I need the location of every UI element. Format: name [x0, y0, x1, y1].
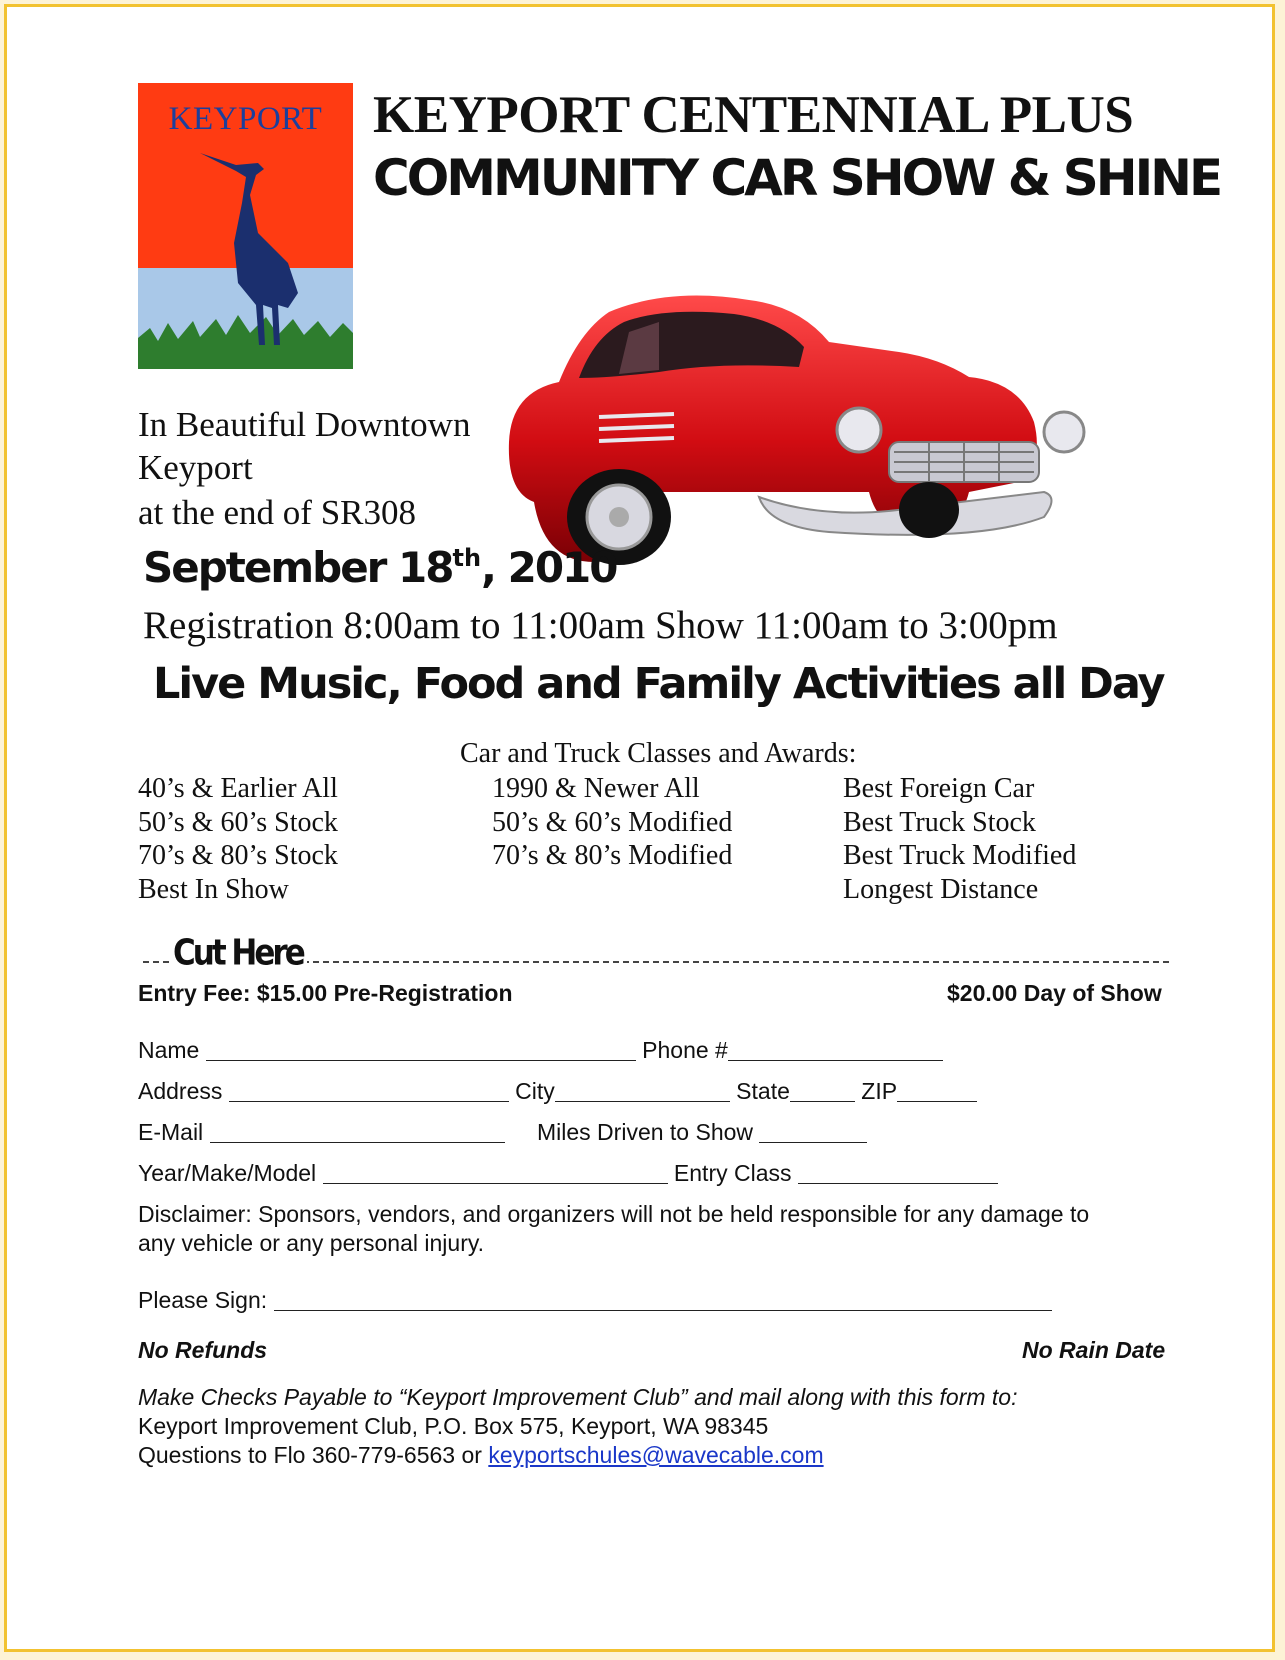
disclaimer-line-2: any vehicle or any personal injury. — [138, 1230, 485, 1256]
zip-field[interactable] — [897, 1081, 977, 1102]
no-rain-date: No Rain Date — [1022, 1337, 1166, 1363]
state-field[interactable] — [790, 1081, 855, 1102]
location-line-2: Keyport — [138, 448, 253, 487]
date-month-day: September 18 — [143, 543, 453, 592]
address-label: Address — [138, 1078, 223, 1104]
class-item: Best Truck Stock — [843, 806, 1036, 838]
year-make-model-field[interactable] — [323, 1163, 668, 1184]
entry-fee-preregistration: Entry Fee: $15.00 Pre-Registration — [138, 980, 513, 1006]
name-field[interactable] — [206, 1040, 636, 1061]
classes-column-2 — [492, 772, 732, 873]
name-label: Name — [138, 1037, 200, 1063]
city-label: City — [515, 1078, 555, 1104]
class-item: 50’s & 60’s Modified — [492, 806, 733, 838]
class-item: 1990 & Newer All — [492, 773, 700, 804]
email-field[interactable] — [210, 1122, 505, 1143]
phone-label: Phone # — [642, 1037, 728, 1063]
email-row — [138, 1119, 505, 1146]
class-item: 70’s & 80’s Stock — [138, 840, 338, 871]
class-item: Best In Show — [138, 873, 289, 905]
email-label: E-Mail — [138, 1119, 204, 1145]
vehicle-row — [138, 1160, 998, 1187]
miles-label: Miles Driven to Show — [537, 1119, 754, 1145]
miles-field[interactable] — [759, 1122, 867, 1143]
phone-field[interactable] — [728, 1040, 943, 1061]
location-line-3: at the end of SR308 — [138, 493, 417, 532]
class-item: 70’s & 80’s Modified — [492, 840, 733, 871]
disclaimer-line-1: Disclaimer: Sponsors, vendors, and organizers will not be held responsible for any damage to — [138, 1201, 1090, 1227]
mailing-address: Keyport Improvement Club, P.O. Box 575, Keyport, WA 98345 — [138, 1413, 769, 1439]
zip-label: ZIP — [861, 1078, 898, 1104]
event-tagline: Live Music, Food and Family Activities all Day — [153, 659, 1164, 709]
title-line-2: COMMUNITY CAR SHOW & SHINE — [373, 149, 1221, 207]
email-link[interactable]: keyportschules@wavecable.com — [488, 1442, 824, 1468]
classes-title: Car and Truck Classes and Awards: — [460, 738, 857, 769]
event-times: Registration 8:00am to 11:00am Show 11:00am to 3:00pm — [143, 604, 1058, 647]
address-field[interactable] — [229, 1081, 509, 1102]
class-item: Longest Distance — [843, 873, 1039, 905]
class-item: 40’s & Earlier All — [138, 773, 338, 804]
class-item: Best Foreign Car — [843, 773, 1035, 804]
class-item: Best Truck Modified — [843, 840, 1077, 871]
entry-class-field[interactable] — [798, 1163, 998, 1184]
heron-illustration — [138, 83, 353, 369]
event-date — [143, 543, 617, 592]
name-row — [138, 1037, 943, 1064]
sign-label: Please Sign: — [138, 1287, 268, 1313]
date-suffix: th — [452, 544, 482, 572]
flyer-page — [4, 4, 1275, 1652]
checks-payable: Make Checks Payable to “Keyport Improvement Club” and mail along with this form to: — [138, 1384, 1018, 1410]
location-line-1: In Beautiful Downtown — [138, 405, 471, 444]
classes-column-1 — [138, 772, 338, 906]
signature-field[interactable] — [274, 1290, 1052, 1311]
miles-row — [537, 1119, 867, 1146]
class-item: 50’s & 60’s Stock — [138, 806, 338, 838]
date-year: , 2010 — [481, 543, 617, 592]
classes-column-3 — [843, 772, 1076, 906]
state-label: State — [736, 1078, 790, 1104]
cut-here-label: Cut Here — [169, 932, 307, 973]
logo-text: KEYPORT — [168, 101, 323, 137]
signature-row — [138, 1287, 1052, 1314]
year-make-model-label: Year/Make/Model — [138, 1160, 317, 1186]
no-refunds: No Refunds — [138, 1337, 268, 1363]
address-row — [138, 1078, 977, 1105]
entry-fee-day-of-show: $20.00 Day of Show — [947, 980, 1162, 1006]
entry-class-label: Entry Class — [673, 1160, 792, 1186]
questions-line — [138, 1442, 824, 1469]
title-line-1: KEYPORT CENTENNIAL PLUS — [373, 86, 1134, 144]
city-field[interactable] — [555, 1081, 730, 1102]
questions-text: Questions to Flo 360-779-6563 or — [138, 1442, 489, 1468]
keyport-logo — [138, 83, 353, 369]
